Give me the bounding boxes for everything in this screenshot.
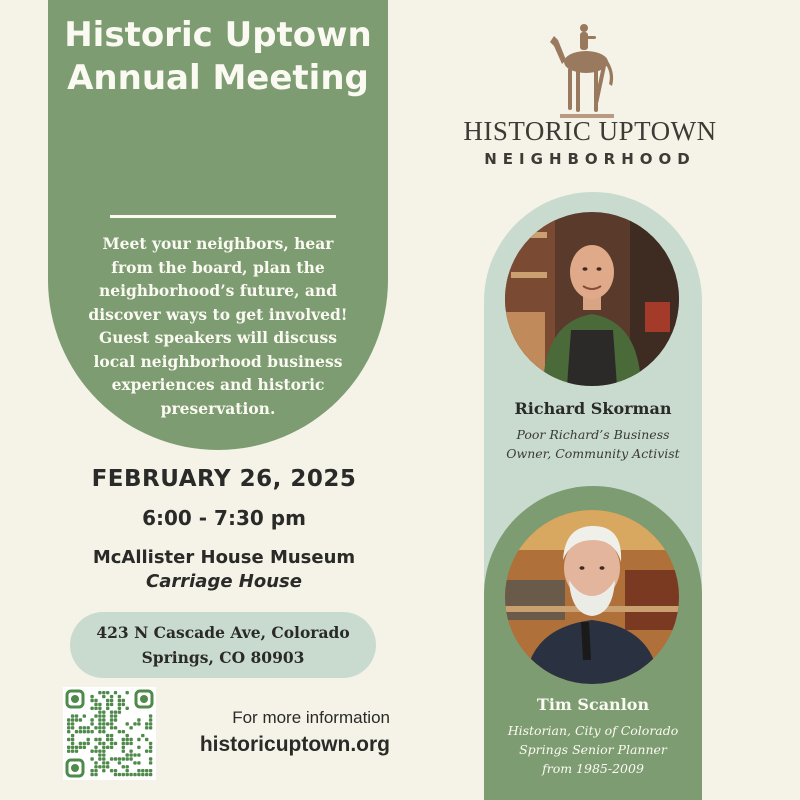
event-description: Meet your neighbors, hear from the board, plan the neighborhood’s future, and discover ways to get involved! Guest speakers will discuss local neighborhood business experiences and historic preservation. (88, 234, 348, 418)
speaker-name: Richard Skorman (514, 399, 672, 418)
title-divider (110, 215, 336, 218)
more-info-label: For more information (232, 708, 390, 727)
qr-code-icon[interactable] (63, 687, 156, 780)
speaker-role: Historian, City of Colorado Springs Senior Planner from 1985-2009 (507, 723, 679, 776)
organization-name: HISTORIC UPTOWN (463, 116, 717, 146)
event-address: 423 N Cascade Ave, Colorado Springs, CO 80903 (96, 623, 350, 667)
speaker-role: Poor Richard’s Business Owner, Community Activist (506, 427, 680, 461)
speaker-name: Tim Scanlon (536, 695, 650, 714)
speaker-photo-tim (505, 510, 679, 684)
website-link[interactable]: historicuptown.org (199, 733, 390, 756)
speaker-photo-richard (505, 212, 679, 386)
venue-subtitle: Carriage House (146, 571, 302, 592)
event-date: FEBRUARY 26, 2025 (91, 466, 357, 492)
event-time: 6:00 - 7:30 pm (142, 506, 306, 530)
venue-name: McAllister House Museum (92, 547, 356, 568)
event-title: Historic Uptown Annual Meeting (64, 15, 372, 98)
organization-subtitle: NEIGHBORHOOD (484, 150, 696, 168)
horse-rider-statue-icon (520, 20, 640, 120)
